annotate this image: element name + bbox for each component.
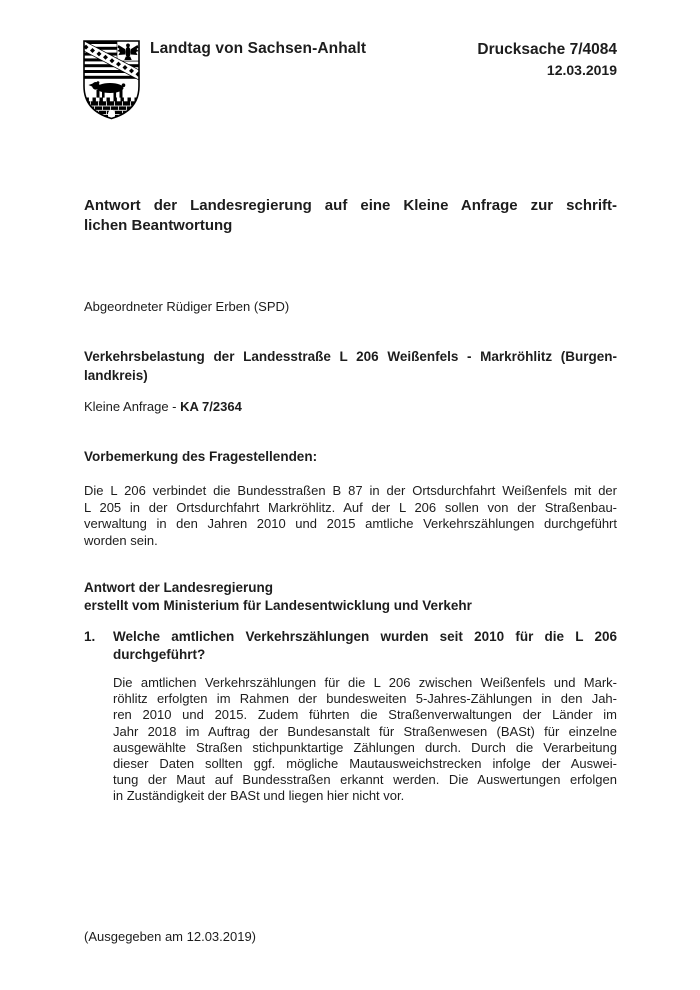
question-number: 1. bbox=[84, 629, 96, 644]
issuing-body-title: Landtag von Sachsen-Anhalt bbox=[150, 40, 367, 57]
paragraph-line: L 205 in der Ortsdurchfahrt Markröhlitz. Auf der L 206 sollen von der Straßenbau- bbox=[84, 499, 617, 515]
page-title-line: lichen Beantwortung bbox=[84, 217, 233, 234]
paragraph-line: dieser Daten sollten ggf. mögliche Mautausweichstrecken infolge der Auswei- bbox=[113, 756, 617, 772]
subject-heading-line: landkreis) bbox=[84, 367, 148, 383]
request-reference bbox=[84, 399, 242, 415]
page-title-line: Antwort der Landesregierung auf eine Kleine Anfrage zur schrift- bbox=[84, 197, 617, 214]
author-line: Abgeordneter Rüdiger Erben (SPD) bbox=[84, 299, 290, 314]
paragraph-line: Die amtlichen Verkehrszählungen für die L 206 zwischen Weißenfels und Mark- bbox=[113, 675, 617, 690]
question-1 bbox=[84, 628, 617, 664]
answer-heading bbox=[84, 579, 472, 615]
paragraph-line: ren 2010 und 2015. Zudem führten die Straßenverwaltungen der Länder im bbox=[113, 707, 617, 723]
issue-date-footer: (Ausgegeben am 12.03.2019) bbox=[84, 929, 257, 944]
page-title bbox=[84, 196, 617, 236]
answer-heading-line: Antwort der Landesregierung bbox=[84, 580, 274, 595]
paragraph-line: ausgewählte Straßen stichpunktartige Zählungen durch. Durch die Verarbeitung bbox=[113, 739, 617, 755]
paragraph-line: worden sein. bbox=[84, 532, 158, 548]
subject-heading-line: Verkehrsbelastung der Landesstraße L 206 Weißenfels - Markröhlitz (Burgen- bbox=[84, 349, 617, 364]
document-date: 12.03.2019 bbox=[546, 62, 617, 78]
paragraph-line: Die L 206 verbindet die Bundesstraßen B 87 in der Ortsdurchfahrt Weißenfels mit der bbox=[84, 483, 617, 498]
paragraph-line: verwaltung in den Jahren 2010 und 2015 amtliche Verkehrszählungen durchgeführt bbox=[84, 516, 617, 532]
paragraph-line: röhlitz erfolgten im Rahmen der bundesweiten 5-Jahres-Zählungen in den Jah- bbox=[113, 691, 617, 707]
request-label: Kleine Anfrage - bbox=[84, 399, 181, 414]
question-line: durchgeführt? bbox=[113, 647, 206, 662]
question-line: Welche amtlichen Verkehrszählungen wurden seit 2010 für die L 206 bbox=[113, 629, 617, 644]
paragraph-line: tung der Maut auf Bundesstraßen erkannt werden. Die Auswertungen erfolgen bbox=[113, 772, 617, 788]
request-number: KA 7/2364 bbox=[180, 399, 242, 414]
answer-heading-line: erstellt vom Ministerium für Landesentwicklung und Verkehr bbox=[84, 598, 472, 613]
paragraph-line: in Zuständigkeit der BASt und liegen hier nicht vor. bbox=[113, 788, 405, 804]
preliminary-paragraph bbox=[84, 483, 617, 549]
document-meta bbox=[84, 40, 617, 79]
paragraph-line: Jahr 2018 im Auftrag der Bundesanstalt für Straßenwesen (BASt) für einzelne bbox=[113, 723, 617, 739]
subject-heading bbox=[84, 348, 617, 385]
document-number: Drucksache 7/4084 bbox=[477, 41, 617, 58]
answer-1-paragraph bbox=[113, 675, 617, 805]
preliminary-heading: Vorbemerkung des Fragestellenden: bbox=[84, 449, 318, 464]
